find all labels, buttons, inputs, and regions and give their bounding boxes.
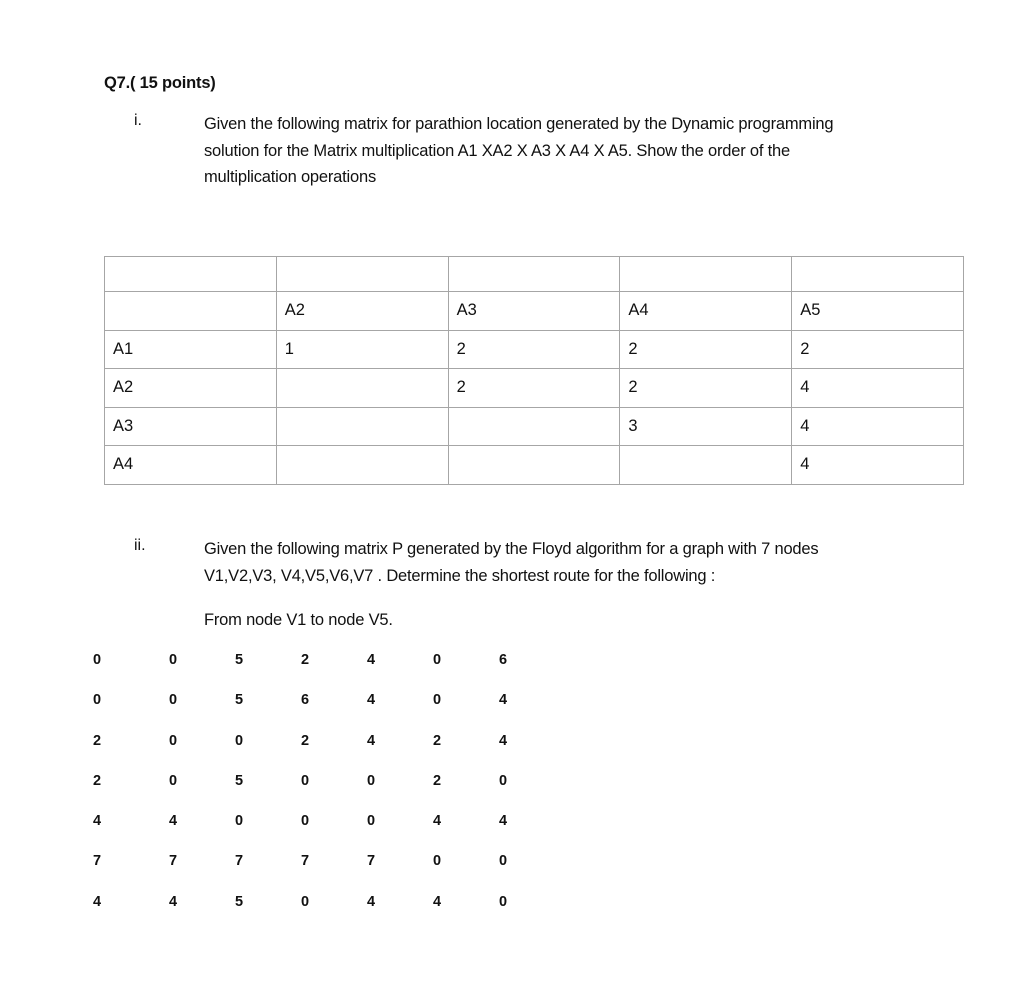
row-header: A4 xyxy=(105,446,277,485)
matrix-cell: 4 xyxy=(499,732,508,749)
matrix-cell: 0 xyxy=(169,692,178,709)
matrix-cell: 2 xyxy=(301,732,310,749)
matrix-cell: 0 xyxy=(433,652,442,668)
matrix-cell: 4 xyxy=(499,692,508,709)
matrix-cell: 4 xyxy=(93,813,102,830)
matrix-cell: 4 xyxy=(433,893,442,910)
matrix-row xyxy=(93,813,555,853)
table-cell: 2 xyxy=(620,369,792,408)
column-header: A2 xyxy=(276,292,448,331)
part-ii-task: From node V1 to node V5. xyxy=(204,611,393,629)
matrix-cell: 0 xyxy=(169,732,178,749)
matrix-cell: 6 xyxy=(301,692,310,709)
matrix-cell: 4 xyxy=(93,893,102,910)
matrix-cell: 0 xyxy=(301,893,310,910)
row-header: A2 xyxy=(105,369,277,408)
column-header: A3 xyxy=(448,292,620,331)
matrix-row xyxy=(93,773,555,813)
floyd-matrix-p xyxy=(93,652,555,934)
matrix-cell: 4 xyxy=(499,813,508,830)
part-i-line-2: solution for the Matrix multiplication A1 XA2 X A3 X A4 X A5. Show the order of the xyxy=(204,141,790,160)
part-ii-text xyxy=(204,536,964,589)
table-row xyxy=(105,369,964,408)
part-i-marker: i. xyxy=(134,112,142,129)
table-cell: 2 xyxy=(448,330,620,369)
column-header: A4 xyxy=(620,292,792,331)
row-header: A3 xyxy=(105,407,277,446)
matrix-cell: 4 xyxy=(367,652,376,668)
matrix-cell: 2 xyxy=(93,772,102,789)
matrix-cell: 0 xyxy=(301,813,310,830)
matrix-cell: 7 xyxy=(169,853,178,870)
table-cell xyxy=(276,407,448,446)
parenthesization-table xyxy=(104,256,964,485)
part-ii-line-1: Given the following matrix P generated by the Floyd algorithm for a graph with 7 nodes xyxy=(204,540,819,558)
matrix-cell: 5 xyxy=(235,893,244,910)
matrix-cell: 2 xyxy=(301,652,310,668)
table-cell xyxy=(792,257,964,292)
table-row xyxy=(105,330,964,369)
matrix-cell: 0 xyxy=(169,652,178,668)
row-header: A1 xyxy=(105,330,277,369)
matrix-cell: 4 xyxy=(367,893,376,910)
table-cell: 4 xyxy=(792,407,964,446)
part-i-text xyxy=(204,111,964,191)
table-cell xyxy=(448,407,620,446)
table-cell: 4 xyxy=(792,369,964,408)
matrix-cell: 4 xyxy=(169,813,178,830)
matrix-cell: 0 xyxy=(499,853,508,870)
table-cell xyxy=(276,446,448,485)
table-blank-row xyxy=(105,257,964,292)
matrix-cell: 7 xyxy=(367,853,376,870)
matrix-cell: 0 xyxy=(93,652,102,668)
matrix-cell: 0 xyxy=(367,772,376,789)
table-cell: 1 xyxy=(276,330,448,369)
table-cell xyxy=(448,257,620,292)
matrix-cell: 2 xyxy=(433,732,442,749)
matrix-cell: 0 xyxy=(301,772,310,789)
matrix-row xyxy=(93,733,555,773)
table-cell: 2 xyxy=(448,369,620,408)
table-cell xyxy=(105,257,277,292)
table-row xyxy=(105,446,964,485)
table-cell xyxy=(620,446,792,485)
matrix-row xyxy=(93,692,555,732)
matrix-cell: 7 xyxy=(301,853,310,870)
table-cell xyxy=(448,446,620,485)
table-row xyxy=(105,407,964,446)
matrix-cell: 5 xyxy=(235,692,244,709)
matrix-cell: 2 xyxy=(93,732,102,749)
table-header-row xyxy=(105,292,964,331)
matrix-cell: 4 xyxy=(433,813,442,830)
column-header: A5 xyxy=(792,292,964,331)
table-cell xyxy=(276,369,448,408)
matrix-cell: 5 xyxy=(235,652,244,668)
matrix-cell: 5 xyxy=(235,772,244,789)
part-i-line-1: Given the following matrix for parathion location generated by the Dynamic programming xyxy=(204,115,834,133)
part-i-line-3: multiplication operations xyxy=(204,168,377,186)
matrix-cell: 0 xyxy=(235,732,244,749)
matrix-row xyxy=(93,894,555,934)
table-cell xyxy=(620,257,792,292)
matrix-cell: 0 xyxy=(93,692,102,709)
table-cell: 2 xyxy=(792,330,964,369)
matrix-cell: 0 xyxy=(433,692,442,709)
matrix-cell: 0 xyxy=(499,893,508,910)
matrix-row xyxy=(93,853,555,893)
matrix-cell: 0 xyxy=(235,813,244,830)
matrix-cell: 7 xyxy=(235,853,244,870)
matrix-cell: 4 xyxy=(169,893,178,910)
matrix-cell: 0 xyxy=(169,772,178,789)
matrix-cell: 0 xyxy=(499,772,508,789)
question-title: Q7.( 15 points) xyxy=(104,74,216,92)
table-cell: 2 xyxy=(620,330,792,369)
column-header xyxy=(105,292,277,331)
matrix-cell: 0 xyxy=(367,813,376,830)
matrix-cell: 2 xyxy=(433,772,442,789)
table-cell xyxy=(276,257,448,292)
matrix-row xyxy=(93,652,555,692)
matrix-cell: 6 xyxy=(499,652,508,668)
part-ii-marker: ii. xyxy=(134,537,146,554)
table-cell: 4 xyxy=(792,446,964,485)
table-cell: 3 xyxy=(620,407,792,446)
matrix-cell: 0 xyxy=(433,853,442,870)
matrix-cell: 7 xyxy=(93,853,102,870)
matrix-cell: 4 xyxy=(367,732,376,749)
part-ii-line-2: V1,V2,V3, V4,V5,V6,V7 . Determine the shortest route for the following : xyxy=(204,566,716,585)
matrix-cell: 4 xyxy=(367,692,376,709)
